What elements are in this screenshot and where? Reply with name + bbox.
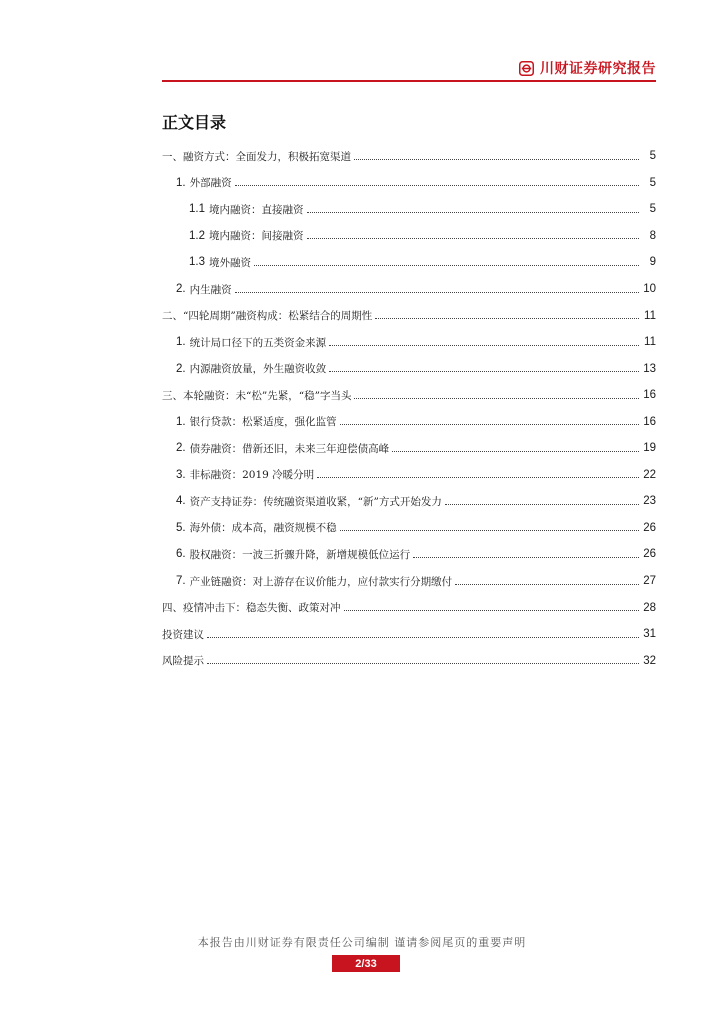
- toc-entry-label: 海外债：成本高，融资规模不稳: [189, 522, 337, 535]
- toc-entry-page: 16: [643, 389, 656, 402]
- toc-entry-number: 7.: [176, 575, 186, 588]
- toc-entry[interactable]: [162, 196, 656, 223]
- toc-entry[interactable]: [162, 223, 656, 250]
- toc-entry[interactable]: [162, 170, 656, 197]
- toc-dot-leader: [392, 451, 639, 452]
- toc-entry-label: 二、“四轮周期”融资构成：松紧结合的周期性: [162, 310, 373, 323]
- toc-entry[interactable]: [162, 594, 656, 621]
- toc-entry[interactable]: [162, 488, 656, 515]
- toc-dot-leader: [329, 345, 639, 346]
- toc-dot-leader: [354, 398, 639, 399]
- toc-entry-page: 11: [644, 336, 656, 349]
- toc-dot-leader: [340, 530, 639, 531]
- toc-entry[interactable]: [162, 647, 656, 674]
- brand: [519, 57, 656, 79]
- toc-title: 正文目录: [162, 113, 227, 132]
- toc-entry[interactable]: [162, 541, 656, 568]
- toc-entry[interactable]: [162, 143, 656, 170]
- toc-entry-page: 10: [643, 283, 656, 295]
- toc-dot-leader: [317, 477, 639, 478]
- toc-entry-page: 16: [643, 415, 656, 428]
- toc-entry-number: 1.2: [189, 229, 205, 242]
- toc-entry-label: 债券融资：借新还旧，未来三年迎偿债高峰: [189, 442, 390, 455]
- toc-entry-page: 32: [643, 654, 656, 667]
- toc-entry-label: 境内融资：直接融资: [209, 203, 304, 216]
- toc-dot-leader: [235, 185, 639, 186]
- toc-entry-page: 13: [643, 362, 656, 375]
- toc-entry-label: 内生融资: [189, 283, 232, 296]
- toc-entry-label: 投资建议: [162, 628, 204, 641]
- toc-entry-number: 2.: [176, 442, 186, 455]
- toc-entry-label: 股权融资：一波三折骤升降，新增规模低位运行: [189, 548, 411, 561]
- page-number-badge: 2/33: [332, 955, 400, 972]
- toc-dot-leader: [329, 371, 639, 372]
- toc-dot-leader: [307, 212, 640, 213]
- toc-dot-leader: [207, 637, 639, 638]
- toc-entry[interactable]: [162, 621, 656, 648]
- toc-entry[interactable]: [162, 462, 656, 489]
- toc-entry-page: 23: [643, 495, 656, 508]
- toc-entry-label: 非标融资：2019 冷暖分明: [189, 469, 315, 482]
- toc-dot-leader: [445, 504, 639, 505]
- toc-entry[interactable]: [162, 408, 656, 435]
- toc-dot-leader: [340, 424, 639, 425]
- toc-entry-label: 境内融资：间接融资: [209, 230, 304, 243]
- toc-entry-page: 27: [643, 575, 656, 588]
- toc-entry-number: 2.: [176, 283, 186, 295]
- toc-dot-leader: [254, 265, 639, 266]
- toc-entry-label: 境外融资: [209, 256, 251, 269]
- toc-entry[interactable]: [162, 302, 656, 329]
- toc-entry-number: 5.: [176, 521, 186, 534]
- toc-dot-leader: [207, 663, 639, 664]
- toc-entry[interactable]: [162, 435, 656, 462]
- toc-entry-label: 一、融资方式：全面发力，积极拓宽渠道: [162, 150, 351, 163]
- toc-entry-page: 28: [643, 601, 656, 614]
- toc-entry-page: 5: [649, 203, 656, 216]
- toc-entry-number: 1.3: [189, 256, 205, 269]
- toc-entry-label: 内源融资放量，外生融资收敛: [189, 363, 327, 376]
- toc-entry[interactable]: [162, 515, 656, 542]
- toc-entry-number: 1.: [176, 336, 186, 349]
- toc-entry-page: 19: [643, 442, 656, 455]
- toc-dot-leader: [235, 292, 639, 293]
- toc-entry[interactable]: [162, 329, 656, 356]
- toc-entry-page: 9: [649, 256, 656, 269]
- toc-entry-page: 22: [643, 468, 656, 481]
- table-of-contents: [162, 143, 656, 674]
- toc-entry-page: 11: [644, 309, 656, 322]
- toc-entry[interactable]: [162, 249, 656, 276]
- toc-entry[interactable]: [162, 276, 656, 303]
- toc-entry[interactable]: [162, 355, 656, 382]
- toc-entry-number: 6.: [176, 548, 186, 561]
- toc-entry-label: 三、本轮融资：未“松”先紧，“稳”字当头: [162, 389, 352, 402]
- toc-entry-number: 3.: [176, 468, 186, 481]
- toc-entry-label: 风险提示: [162, 655, 204, 668]
- toc-entry-label: 资产支持证券：传统融资渠道收紧，“新”方式开始发力: [189, 495, 442, 508]
- toc-entry-number: 1.1: [189, 203, 205, 216]
- toc-dot-leader: [307, 238, 640, 239]
- toc-entry-number: 2.: [176, 362, 186, 375]
- footer-disclaimer: 本报告由川财证券有限责任公司编制 谨请参阅尾页的重要声明: [197, 936, 527, 949]
- page-header: [162, 57, 656, 83]
- chuancai-logo-icon: [519, 61, 534, 76]
- toc-entry-page: 26: [643, 548, 656, 561]
- toc-entry-page: 26: [643, 521, 656, 534]
- toc-entry-number: 1.: [176, 415, 186, 428]
- toc-entry-label: 外部融资: [189, 177, 232, 190]
- toc-entry-page: 5: [649, 176, 656, 189]
- toc-dot-leader: [455, 584, 639, 585]
- toc-dot-leader: [344, 610, 640, 611]
- toc-entry-label: 产业链融资：对上游存在议价能力，应付款实行分期缴付: [189, 575, 453, 588]
- toc-entry-number: 1.: [176, 176, 186, 189]
- header-divider: [162, 80, 656, 82]
- toc-dot-leader: [375, 318, 639, 319]
- toc-dot-leader: [413, 557, 639, 558]
- toc-entry-page: 31: [643, 628, 656, 641]
- toc-dot-leader: [354, 159, 639, 160]
- toc-entry[interactable]: [162, 568, 656, 595]
- toc-entry[interactable]: [162, 382, 656, 409]
- toc-entry-number: 4.: [176, 495, 186, 508]
- toc-entry-page: 5: [649, 150, 656, 163]
- toc-entry-label: 银行贷款：松紧适度，强化监管: [189, 416, 337, 429]
- toc-entry-page: 8: [649, 229, 656, 242]
- toc-entry-label: 统计局口径下的五类资金来源: [189, 336, 327, 349]
- toc-entry-label: 四、疫情冲击下：稳态失衡、政策对冲: [162, 602, 341, 615]
- brand-name: 川财证券研究报告: [540, 61, 656, 77]
